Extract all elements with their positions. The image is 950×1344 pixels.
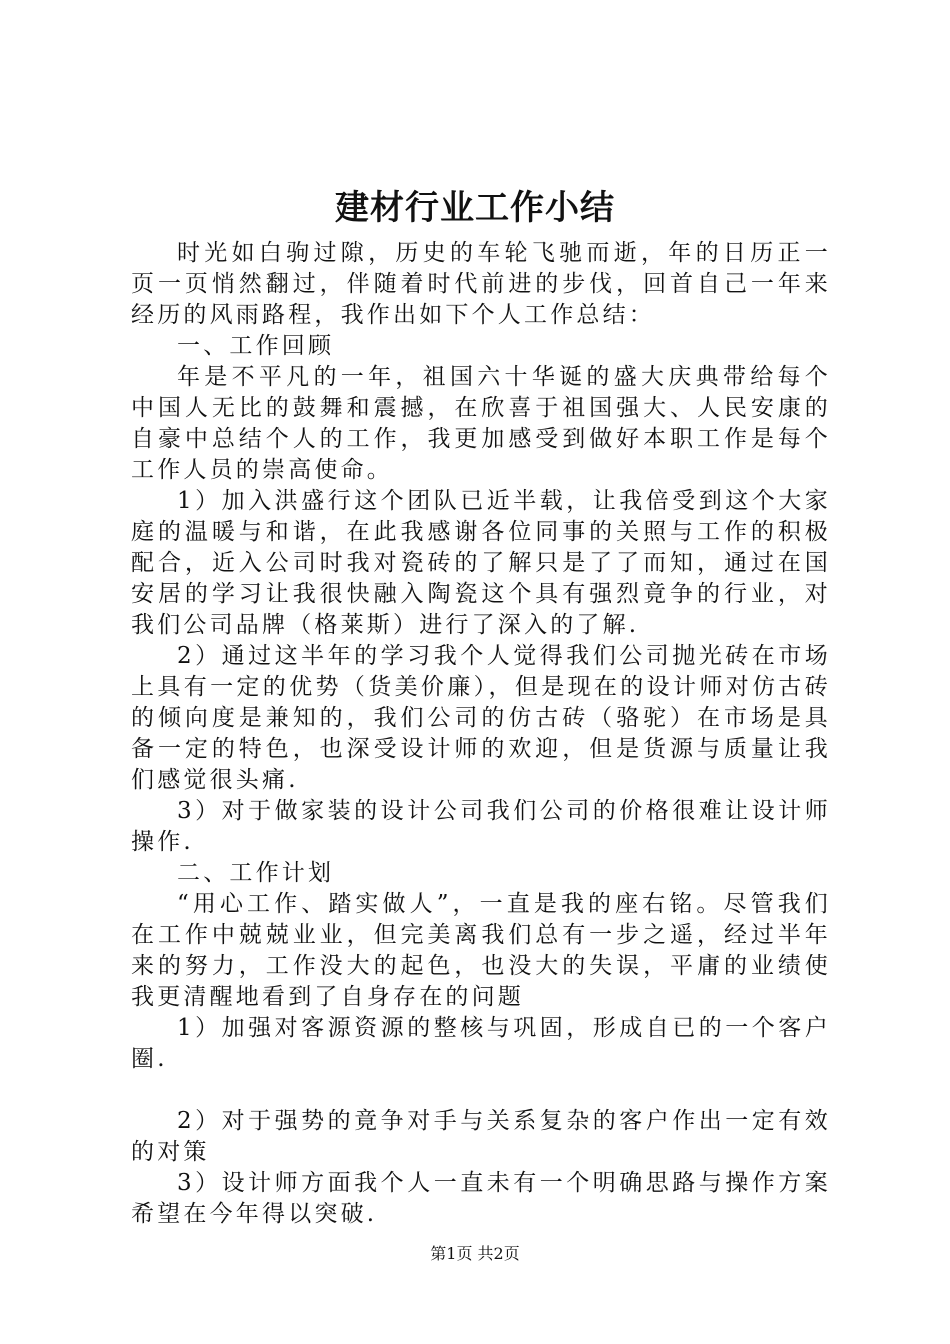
paragraph-review-item-2: 2）通过这半年的学习我个人觉得我们公司抛光砖在市场上具有一定的优势（货美价廉），但是现在的设计师对仿古砖的倾向度是兼知的，我们公司的仿古砖（骆驼）在市场是具备一定的特色，也深受设计师的欢迎，但是货源与质量让我们感觉很头痛. <box>131 643 831 793</box>
paragraph-year-review: 年是不平凡的一年，祖国六十华诞的盛大庆典带给每个中国人无比的鼓舞和震撼，在欣喜于祖国强大、人民安康的自豪中总结个人的工作，我更加感受到做好本职工作是每个工作人员的崇高使命。 <box>131 364 831 483</box>
document-body <box>131 238 831 1230</box>
paragraph-plan-item-3: 3）设计师方面我个人一直未有一个明确思路与操作方案希望在今年得以突破. <box>131 1170 831 1227</box>
paragraph-plan-item-1: 1）加强对客源资源的整核与巩固，形成自已的一个客户圈. <box>131 1015 831 1072</box>
paragraph-review-item-3: 3）对于做家装的设计公司我们公司的价格很难让设计师操作. <box>131 798 831 855</box>
paragraph-intro: 时光如白驹过隙，历史的车轮飞驰而逝，年的日历正一页一页悄然翻过，伴随着时代前进的步伐，回首自己一年来经历的风雨路程，我作出如下个人工作总结： <box>131 240 831 328</box>
paragraph-review-item-1: 1）加入洪盛行这个团队已近半载，让我倍受到这个大家庭的温暖与和谐，在此我感谢各位同事的关照与工作的积极配合，近入公司时我对瓷砖的了解只是了了而知，通过在国安居的学习让我很快融入陶瓷这个具有强烈竟争的行业，对我们公司品牌（格莱斯）进行了深入的了解. <box>131 488 831 638</box>
page-number-footer: 第1页 共2页 <box>430 1244 520 1263</box>
document-title: 建材行业工作小结 <box>335 188 615 228</box>
heading-work-plan: 二、工作计划 <box>177 860 335 886</box>
heading-work-review: 一、工作回顾 <box>177 333 335 359</box>
paragraph-plan-item-2: 2）对于强势的竟争对手与关系复杂的客户作出一定有效的对策 <box>131 1108 831 1165</box>
paragraph-motto: “用心工作、踏实做人”，一直是我的座右铭。尽管我们在工作中兢兢业业，但完美离我们总有一步之遥，经过半年来的努力，工作没大的起色，也没大的失误，平庸的业绩使我更清醒地看到了自身存在的问题 <box>131 891 831 1010</box>
